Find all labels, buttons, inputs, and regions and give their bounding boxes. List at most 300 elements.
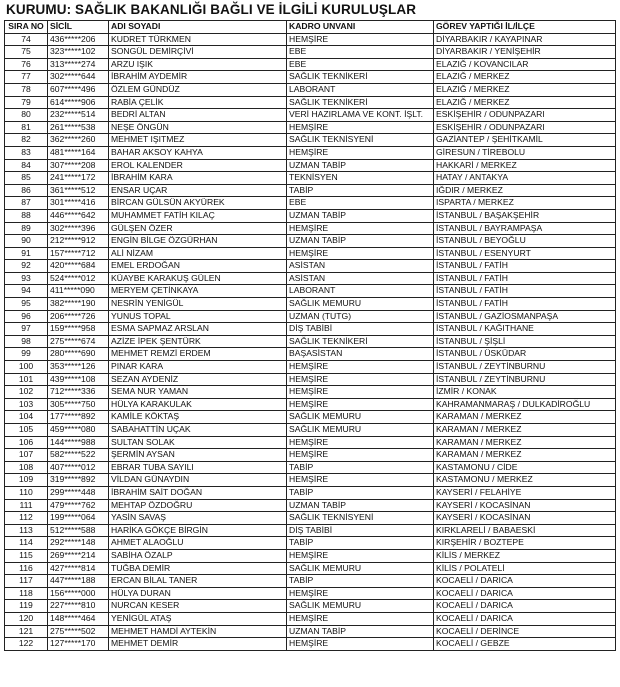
cell-sira-no: 93 — [5, 272, 48, 285]
cell-adi-soyadi: ALİ NİZAM — [109, 247, 287, 260]
table-row — [5, 625, 616, 638]
cell-kadro-unvani: TABİP — [287, 184, 434, 197]
table-row — [5, 562, 616, 575]
table-row — [5, 411, 616, 424]
cell-gorev-yeri: İSTANBUL / ŞİŞLİ — [434, 335, 616, 348]
cell-sira-no: 109 — [5, 474, 48, 487]
cell-kadro-unvani: UZMAN TABİP — [287, 209, 434, 222]
cell-gorev-yeri: İSTANBUL / BAYRAMPAŞA — [434, 222, 616, 235]
cell-sicil: 227*****810 — [48, 600, 109, 613]
cell-sicil: 275*****502 — [48, 625, 109, 638]
table-row — [5, 146, 616, 159]
table-body — [5, 33, 616, 650]
cell-gorev-yeri: İSTANBUL / BEYOĞLU — [434, 235, 616, 248]
cell-sicil: 305*****750 — [48, 398, 109, 411]
cell-adi-soyadi: SEMA NUR YAMAN — [109, 386, 287, 399]
cell-sira-no: 77 — [5, 71, 48, 84]
cell-adi-soyadi: BEDRİ ALTAN — [109, 109, 287, 122]
cell-sicil: 481*****164 — [48, 146, 109, 159]
cell-sira-no: 88 — [5, 209, 48, 222]
cell-sira-no: 116 — [5, 562, 48, 575]
cell-adi-soyadi: İBRAHİM AYDEMİR — [109, 71, 287, 84]
cell-gorev-yeri: ISPARTA / MERKEZ — [434, 197, 616, 210]
table-row — [5, 398, 616, 411]
cell-gorev-yeri: KAHRAMANMARAŞ / DULKADİROĞLU — [434, 398, 616, 411]
cell-gorev-yeri: İSTANBUL / GAZİOSMANPAŞA — [434, 310, 616, 323]
header-adi-soyadi: ADI SOYADI — [109, 21, 287, 34]
cell-sicil: 479*****762 — [48, 499, 109, 512]
cell-sira-no: 98 — [5, 335, 48, 348]
cell-sira-no: 74 — [5, 33, 48, 46]
table-row — [5, 310, 616, 323]
cell-adi-soyadi: EMEL ERDOĞAN — [109, 260, 287, 273]
cell-adi-soyadi: YENİGÜL ATAŞ — [109, 612, 287, 625]
table-row — [5, 575, 616, 588]
cell-adi-soyadi: ENGİN BİLGE ÖZGÜRHAN — [109, 235, 287, 248]
cell-gorev-yeri: KAYSERİ / KOCASİNAN — [434, 499, 616, 512]
cell-gorev-yeri: İSTANBUL / KAĞITHANE — [434, 323, 616, 336]
cell-kadro-unvani: HEMŞİRE — [287, 146, 434, 159]
cell-gorev-yeri: GAZİANTEP / ŞEHİTKAMİL — [434, 134, 616, 147]
cell-adi-soyadi: ENSAR UÇAR — [109, 184, 287, 197]
cell-adi-soyadi: AHMET ALAOĞLU — [109, 537, 287, 550]
cell-kadro-unvani: SAĞLIK TEKNİSYENİ — [287, 134, 434, 147]
cell-sicil: 712*****336 — [48, 386, 109, 399]
cell-gorev-yeri: KOCAELİ / DARICA — [434, 600, 616, 613]
cell-gorev-yeri: HATAY / ANTAKYA — [434, 172, 616, 185]
cell-sira-no: 104 — [5, 411, 48, 424]
cell-gorev-yeri: KASTAMONU / CİDE — [434, 461, 616, 474]
cell-sira-no: 106 — [5, 436, 48, 449]
cell-sicil: 206*****726 — [48, 310, 109, 323]
cell-adi-soyadi: MEHMET DEMİR — [109, 638, 287, 651]
cell-sira-no: 83 — [5, 146, 48, 159]
cell-sira-no: 100 — [5, 361, 48, 374]
cell-kadro-unvani: DİŞ TABİBİ — [287, 524, 434, 537]
cell-adi-soyadi: RABİA ÇELİK — [109, 96, 287, 109]
cell-sicil: 439*****108 — [48, 373, 109, 386]
cell-adi-soyadi: MERYEM ÇETİNKAYA — [109, 285, 287, 298]
header-sicil: SİCİL — [48, 21, 109, 34]
table-row — [5, 323, 616, 336]
cell-sicil: 447*****188 — [48, 575, 109, 588]
cell-kadro-unvani: HEMŞİRE — [287, 549, 434, 562]
cell-gorev-yeri: KARAMAN / MERKEZ — [434, 411, 616, 424]
cell-kadro-unvani: UZMAN TABİP — [287, 159, 434, 172]
cell-gorev-yeri: ELAZIĞ / MERKEZ — [434, 71, 616, 84]
cell-kadro-unvani: HEMŞİRE — [287, 474, 434, 487]
cell-kadro-unvani: SAĞLIK MEMURU — [287, 298, 434, 311]
table-row — [5, 474, 616, 487]
cell-kadro-unvani: SAĞLIK MEMURU — [287, 562, 434, 575]
table-row — [5, 436, 616, 449]
cell-sicil: 159*****958 — [48, 323, 109, 336]
table-header-row — [5, 21, 616, 34]
cell-adi-soyadi: ESMA SAPMAZ ARSLAN — [109, 323, 287, 336]
table-row — [5, 121, 616, 134]
cell-sicil: 436*****206 — [48, 33, 109, 46]
table-row — [5, 83, 616, 96]
cell-sira-no: 79 — [5, 96, 48, 109]
table-row — [5, 587, 616, 600]
table-row — [5, 96, 616, 109]
table-row — [5, 222, 616, 235]
cell-sira-no: 95 — [5, 298, 48, 311]
cell-sira-no: 81 — [5, 121, 48, 134]
cell-adi-soyadi: TUĞBA DEMİR — [109, 562, 287, 575]
cell-adi-soyadi: HÜLYA KARAKULAK — [109, 398, 287, 411]
cell-kadro-unvani: SAĞLIK MEMURU — [287, 411, 434, 424]
cell-sira-no: 117 — [5, 575, 48, 588]
cell-gorev-yeri: KIRŞEHİR / BOZTEPE — [434, 537, 616, 550]
cell-sicil: 446*****642 — [48, 209, 109, 222]
cell-adi-soyadi: VİLDAN GÜNAYDIN — [109, 474, 287, 487]
cell-adi-soyadi: YUNUS TOPAL — [109, 310, 287, 323]
table-row — [5, 461, 616, 474]
cell-gorev-yeri: KAYSERİ / KOCASİNAN — [434, 512, 616, 525]
cell-sira-no: 89 — [5, 222, 48, 235]
table-row — [5, 600, 616, 613]
cell-sira-no: 76 — [5, 58, 48, 71]
cell-kadro-unvani: HEMŞİRE — [287, 222, 434, 235]
cell-kadro-unvani: SAĞLIK TEKNİKERİ — [287, 335, 434, 348]
cell-kadro-unvani: BAŞASİSTAN — [287, 348, 434, 361]
cell-sira-no: 91 — [5, 247, 48, 260]
cell-adi-soyadi: BİRCAN GÜLSÜN AKYÜREK — [109, 197, 287, 210]
cell-gorev-yeri: HAKKARİ / MERKEZ — [434, 159, 616, 172]
cell-kadro-unvani: TABİP — [287, 461, 434, 474]
cell-adi-soyadi: ERCAN BİLAL TANER — [109, 575, 287, 588]
cell-gorev-yeri: DİYARBAKIR / YENİŞEHİR — [434, 46, 616, 59]
table-row — [5, 638, 616, 651]
cell-gorev-yeri: KARAMAN / MERKEZ — [434, 436, 616, 449]
header-sira-no: SIRA NO — [5, 21, 48, 34]
cell-gorev-yeri: KOCAELİ / DARICA — [434, 575, 616, 588]
table-row — [5, 109, 616, 122]
cell-sicil: 301*****416 — [48, 197, 109, 210]
cell-sicil: 148*****464 — [48, 612, 109, 625]
cell-kadro-unvani: EBE — [287, 46, 434, 59]
cell-kadro-unvani: ASİSTAN — [287, 260, 434, 273]
cell-kadro-unvani: HEMŞİRE — [287, 33, 434, 46]
table-row — [5, 58, 616, 71]
cell-sicil: 382*****190 — [48, 298, 109, 311]
cell-gorev-yeri: DİYARBAKIR / KAYAPINAR — [434, 33, 616, 46]
cell-sicil: 144*****988 — [48, 436, 109, 449]
cell-kadro-unvani: SAĞLIK MEMURU — [287, 600, 434, 613]
table-row — [5, 486, 616, 499]
table-row — [5, 285, 616, 298]
cell-kadro-unvani: SAĞLIK TEKNİKERİ — [287, 71, 434, 84]
cell-adi-soyadi: EROL KALENDER — [109, 159, 287, 172]
cell-sira-no: 113 — [5, 524, 48, 537]
page-title: KURUMU: SAĞLIK BAKANLIĞI BAĞLI VE İLGİLİ KURULUŞLAR — [6, 2, 417, 17]
cell-adi-soyadi: İBRAHİM SAİT DOĞAN — [109, 486, 287, 499]
cell-adi-soyadi: MEHTAP ÖZDOĞRU — [109, 499, 287, 512]
cell-sicil: 459*****080 — [48, 424, 109, 437]
cell-sicil: 241*****172 — [48, 172, 109, 185]
cell-sicil: 582*****522 — [48, 449, 109, 462]
cell-adi-soyadi: MEHMET HAMDİ AYTEKİN — [109, 625, 287, 638]
table-row — [5, 46, 616, 59]
cell-adi-soyadi: NESRİN YENİGÜL — [109, 298, 287, 311]
table-row — [5, 612, 616, 625]
cell-sira-no: 107 — [5, 449, 48, 462]
cell-kadro-unvani: HEMŞİRE — [287, 398, 434, 411]
table-row — [5, 209, 616, 222]
cell-sira-no: 110 — [5, 486, 48, 499]
cell-gorev-yeri: KIRKLARELİ / BABAESKİ — [434, 524, 616, 537]
table-row — [5, 134, 616, 147]
cell-gorev-yeri: İSTANBUL / ZEYTİNBURNU — [434, 361, 616, 374]
table-row — [5, 33, 616, 46]
cell-gorev-yeri: ELAZIĞ / KOVANCILAR — [434, 58, 616, 71]
table-row — [5, 298, 616, 311]
cell-sira-no: 97 — [5, 323, 48, 336]
cell-sira-no: 121 — [5, 625, 48, 638]
cell-sicil: 280*****690 — [48, 348, 109, 361]
cell-kadro-unvani: HEMŞİRE — [287, 638, 434, 651]
header-kadro-unvani: KADRO UNVANI — [287, 21, 434, 34]
cell-sicil: 177*****892 — [48, 411, 109, 424]
cell-kadro-unvani: SAĞLIK MEMURU — [287, 424, 434, 437]
cell-sicil: 302*****396 — [48, 222, 109, 235]
cell-gorev-yeri: İSTANBUL / BAŞAKŞEHİR — [434, 209, 616, 222]
table-row — [5, 260, 616, 273]
cell-sicil: 411*****090 — [48, 285, 109, 298]
cell-adi-soyadi: HÜLYA DURAN — [109, 587, 287, 600]
cell-sira-no: 103 — [5, 398, 48, 411]
cell-gorev-yeri: KOCAELİ / DARICA — [434, 612, 616, 625]
table-row — [5, 71, 616, 84]
cell-sira-no: 94 — [5, 285, 48, 298]
cell-sicil: 299*****448 — [48, 486, 109, 499]
cell-kadro-unvani: TABİP — [287, 486, 434, 499]
cell-kadro-unvani: HEMŞİRE — [287, 247, 434, 260]
cell-gorev-yeri: KAYSERİ / FELAHİYE — [434, 486, 616, 499]
cell-sicil: 524*****012 — [48, 272, 109, 285]
table-row — [5, 449, 616, 462]
cell-sira-no: 114 — [5, 537, 48, 550]
cell-sira-no: 84 — [5, 159, 48, 172]
table-row — [5, 549, 616, 562]
cell-sicil: 156*****000 — [48, 587, 109, 600]
cell-kadro-unvani: HEMŞİRE — [287, 449, 434, 462]
table-row — [5, 361, 616, 374]
cell-sicil: 512*****588 — [48, 524, 109, 537]
cell-sira-no: 119 — [5, 600, 48, 613]
cell-sira-no: 82 — [5, 134, 48, 147]
cell-sira-no: 92 — [5, 260, 48, 273]
cell-sicil: 269*****214 — [48, 549, 109, 562]
cell-sira-no: 99 — [5, 348, 48, 361]
cell-sira-no: 80 — [5, 109, 48, 122]
table-row — [5, 499, 616, 512]
cell-kadro-unvani: SAĞLIK TEKNİKERİ — [287, 96, 434, 109]
cell-adi-soyadi: KUDRET TÜRKMEN — [109, 33, 287, 46]
cell-sira-no: 75 — [5, 46, 48, 59]
cell-adi-soyadi: MEHMET IŞITMEZ — [109, 134, 287, 147]
cell-adi-soyadi: GÜLŞEN ÖZER — [109, 222, 287, 235]
cell-adi-soyadi: SEZAN AYDENİZ — [109, 373, 287, 386]
cell-sira-no: 87 — [5, 197, 48, 210]
cell-sicil: 275*****674 — [48, 335, 109, 348]
cell-adi-soyadi: ŞERMİN AYSAN — [109, 449, 287, 462]
table-row — [5, 373, 616, 386]
cell-adi-soyadi: MEHMET REMZİ ERDEM — [109, 348, 287, 361]
cell-gorev-yeri: KOCAELİ / DARICA — [434, 587, 616, 600]
cell-sira-no: 120 — [5, 612, 48, 625]
cell-kadro-unvani: HEMŞİRE — [287, 587, 434, 600]
table-row — [5, 172, 616, 185]
cell-sicil: 614*****906 — [48, 96, 109, 109]
cell-gorev-yeri: KARAMAN / MERKEZ — [434, 449, 616, 462]
cell-adi-soyadi: EBRAR TUBA SAYILI — [109, 461, 287, 474]
cell-sira-no: 96 — [5, 310, 48, 323]
cell-kadro-unvani: SAĞLIK TEKNİSYENİ — [287, 512, 434, 525]
cell-kadro-unvani: LABORANT — [287, 285, 434, 298]
table-row — [5, 184, 616, 197]
table-row — [5, 348, 616, 361]
cell-sira-no: 115 — [5, 549, 48, 562]
cell-sicil: 261*****538 — [48, 121, 109, 134]
table-row — [5, 272, 616, 285]
cell-sira-no: 101 — [5, 373, 48, 386]
cell-sicil: 323*****102 — [48, 46, 109, 59]
cell-gorev-yeri: KARAMAN / MERKEZ — [434, 424, 616, 437]
cell-sira-no: 112 — [5, 512, 48, 525]
cell-sira-no: 90 — [5, 235, 48, 248]
cell-adi-soyadi: AZİZE İPEK ŞENTÜRK — [109, 335, 287, 348]
cell-adi-soyadi: SULTAN SOLAK — [109, 436, 287, 449]
cell-kadro-unvani: TABİP — [287, 575, 434, 588]
cell-kadro-unvani: HEMŞİRE — [287, 361, 434, 374]
cell-sicil: 319*****892 — [48, 474, 109, 487]
cell-gorev-yeri: IĞDIR / MERKEZ — [434, 184, 616, 197]
cell-kadro-unvani: ASİSTAN — [287, 272, 434, 285]
cell-sira-no: 122 — [5, 638, 48, 651]
cell-kadro-unvani: HEMŞİRE — [287, 386, 434, 399]
cell-sicil: 353*****126 — [48, 361, 109, 374]
cell-gorev-yeri: KOCAELİ / GEBZE — [434, 638, 616, 651]
personnel-table — [4, 20, 616, 651]
cell-adi-soyadi: İBRAHİM KARA — [109, 172, 287, 185]
cell-gorev-yeri: ELAZIĞ / MERKEZ — [434, 83, 616, 96]
cell-sira-no: 118 — [5, 587, 48, 600]
header-gorev-yeri: GÖREV YAPTIĞI İL/İLÇE — [434, 21, 616, 34]
cell-kadro-unvani: VERİ HAZIRLAMA VE KONT. İŞLT. — [287, 109, 434, 122]
cell-sira-no: 105 — [5, 424, 48, 437]
cell-adi-soyadi: YASİN SAVAŞ — [109, 512, 287, 525]
cell-kadro-unvani: HEMŞİRE — [287, 436, 434, 449]
cell-gorev-yeri: KASTAMONU / MERKEZ — [434, 474, 616, 487]
table-row — [5, 159, 616, 172]
cell-gorev-yeri: İSTANBUL / ZEYTİNBURNU — [434, 373, 616, 386]
cell-gorev-yeri: KİLİS / MERKEZ — [434, 549, 616, 562]
cell-gorev-yeri: İSTANBUL / FATİH — [434, 298, 616, 311]
cell-sira-no: 108 — [5, 461, 48, 474]
cell-gorev-yeri: İSTANBUL / FATİH — [434, 285, 616, 298]
cell-sicil: 127*****170 — [48, 638, 109, 651]
cell-adi-soyadi: ARZU IŞIK — [109, 58, 287, 71]
cell-adi-soyadi: KAMİLE KÖKTAŞ — [109, 411, 287, 424]
cell-sira-no: 85 — [5, 172, 48, 185]
cell-gorev-yeri: KİLİS / POLATELİ — [434, 562, 616, 575]
cell-kadro-unvani: EBE — [287, 197, 434, 210]
cell-gorev-yeri: İZMİR / KONAK — [434, 386, 616, 399]
cell-kadro-unvani: LABORANT — [287, 83, 434, 96]
cell-kadro-unvani: EBE — [287, 58, 434, 71]
cell-kadro-unvani: HEMŞİRE — [287, 373, 434, 386]
cell-sicil: 302*****644 — [48, 71, 109, 84]
cell-gorev-yeri: İSTANBUL / FATİH — [434, 260, 616, 273]
cell-gorev-yeri: KOCAELİ / DERİNCE — [434, 625, 616, 638]
cell-sicil: 362*****260 — [48, 134, 109, 147]
cell-sira-no: 111 — [5, 499, 48, 512]
cell-kadro-unvani: UZMAN TABİP — [287, 625, 434, 638]
cell-sicil: 407*****012 — [48, 461, 109, 474]
table-row — [5, 512, 616, 525]
cell-sicil: 232*****514 — [48, 109, 109, 122]
cell-kadro-unvani: HEMŞİRE — [287, 612, 434, 625]
cell-sicil: 157*****712 — [48, 247, 109, 260]
cell-kadro-unvani: UZMAN TABİP — [287, 235, 434, 248]
table-row — [5, 197, 616, 210]
cell-adi-soyadi: PINAR KARA — [109, 361, 287, 374]
cell-adi-soyadi: SABAHATTİN UÇAK — [109, 424, 287, 437]
table-row — [5, 524, 616, 537]
cell-gorev-yeri: İSTANBUL / FATİH — [434, 272, 616, 285]
cell-adi-soyadi: SABİHA ÖZALP — [109, 549, 287, 562]
cell-adi-soyadi: MUHAMMET FATİH KILAÇ — [109, 209, 287, 222]
cell-sicil: 212*****912 — [48, 235, 109, 248]
cell-sicil: 292*****148 — [48, 537, 109, 550]
cell-kadro-unvani: UZMAN TABİP — [287, 499, 434, 512]
cell-sicil: 361*****512 — [48, 184, 109, 197]
table-row — [5, 537, 616, 550]
table-row — [5, 424, 616, 437]
cell-sira-no: 86 — [5, 184, 48, 197]
cell-sicil: 427*****814 — [48, 562, 109, 575]
cell-kadro-unvani: HEMŞİRE — [287, 121, 434, 134]
cell-gorev-yeri: ESKİŞEHİR / ODUNPAZARI — [434, 109, 616, 122]
table-row — [5, 235, 616, 248]
cell-gorev-yeri: GİRESUN / TİREBOLU — [434, 146, 616, 159]
cell-gorev-yeri: İSTANBUL / ESENYURT — [434, 247, 616, 260]
table-row — [5, 247, 616, 260]
cell-sicil: 199*****064 — [48, 512, 109, 525]
cell-adi-soyadi: KÜAYBE KARAKUŞ GÜLEN — [109, 272, 287, 285]
cell-sicil: 420*****684 — [48, 260, 109, 273]
cell-adi-soyadi: SONGÜL DEMİRÇİVİ — [109, 46, 287, 59]
cell-adi-soyadi: BAHAR AKSOY KAHYA — [109, 146, 287, 159]
cell-sicil: 307*****208 — [48, 159, 109, 172]
cell-kadro-unvani: UZMAN (TUTG) — [287, 310, 434, 323]
cell-adi-soyadi: HARİKA GÖKÇE BİRGİN — [109, 524, 287, 537]
cell-sicil: 313*****274 — [48, 58, 109, 71]
cell-adi-soyadi: NURCAN KESER — [109, 600, 287, 613]
cell-sira-no: 78 — [5, 83, 48, 96]
cell-adi-soyadi: NEŞE ÖNGÜN — [109, 121, 287, 134]
cell-gorev-yeri: İSTANBUL / ÜSKÜDAR — [434, 348, 616, 361]
cell-kadro-unvani: DİŞ TABİBİ — [287, 323, 434, 336]
cell-kadro-unvani: TEKNİSYEN — [287, 172, 434, 185]
table-row — [5, 386, 616, 399]
cell-gorev-yeri: ESKİŞEHİR / ODUNPAZARI — [434, 121, 616, 134]
cell-sicil: 607*****496 — [48, 83, 109, 96]
table-row — [5, 335, 616, 348]
cell-kadro-unvani: TABİP — [287, 537, 434, 550]
